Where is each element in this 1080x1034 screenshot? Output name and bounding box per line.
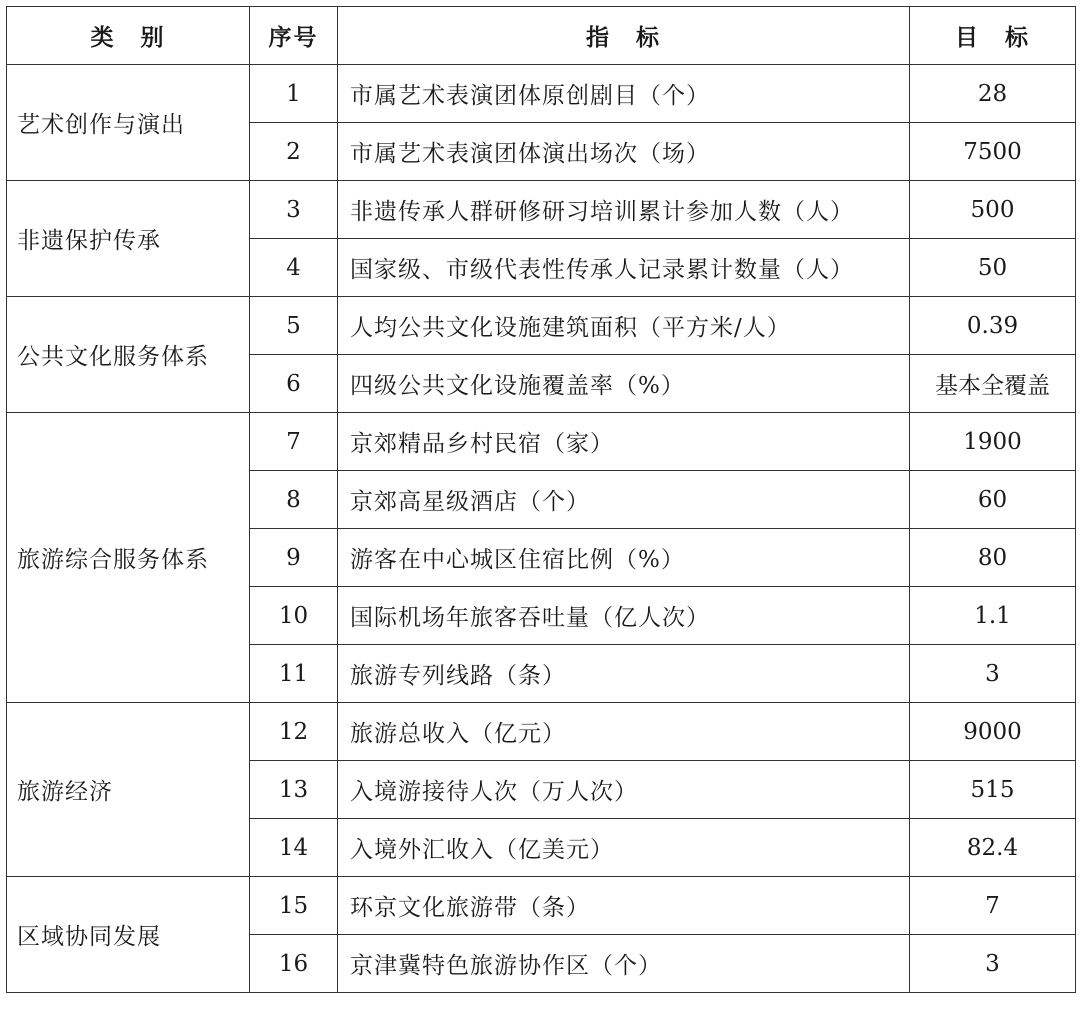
number-cell: 6 <box>250 355 338 413</box>
indicator-cell: 京郊精品乡村民宿（家） <box>338 413 910 471</box>
number-cell: 4 <box>250 239 338 297</box>
number-cell: 13 <box>250 761 338 819</box>
target-cell: 0.39 <box>910 297 1076 355</box>
number-cell: 2 <box>250 123 338 181</box>
indicator-cell: 京津冀特色旅游协作区（个） <box>338 935 910 993</box>
category-cell: 公共文化服务体系 <box>7 297 250 413</box>
indicator-cell: 入境外汇收入（亿美元） <box>338 819 910 877</box>
header-category: 类 别 <box>7 7 250 65</box>
indicator-cell: 入境游接待人次（万人次） <box>338 761 910 819</box>
target-cell: 28 <box>910 65 1076 123</box>
header-indicator: 指 标 <box>338 7 910 65</box>
category-cell: 旅游经济 <box>7 703 250 877</box>
target-cell: 82.4 <box>910 819 1076 877</box>
target-cell: 60 <box>910 471 1076 529</box>
number-cell: 1 <box>250 65 338 123</box>
indicator-cell: 国家级、市级代表性传承人记录累计数量（人） <box>338 239 910 297</box>
target-cell: 80 <box>910 529 1076 587</box>
indicator-cell: 旅游专列线路（条） <box>338 645 910 703</box>
target-cell: 7500 <box>910 123 1076 181</box>
number-cell: 12 <box>250 703 338 761</box>
number-cell: 10 <box>250 587 338 645</box>
number-cell: 15 <box>250 877 338 935</box>
number-cell: 5 <box>250 297 338 355</box>
target-cell: 基本全覆盖 <box>910 355 1076 413</box>
category-cell: 旅游综合服务体系 <box>7 413 250 703</box>
number-cell: 7 <box>250 413 338 471</box>
category-cell: 区域协同发展 <box>7 877 250 993</box>
table-row <box>7 181 1076 239</box>
header-number: 序号 <box>250 7 338 65</box>
target-cell: 515 <box>910 761 1076 819</box>
indicator-cell: 人均公共文化设施建筑面积（平方米/人） <box>338 297 910 355</box>
target-cell: 1900 <box>910 413 1076 471</box>
number-cell: 14 <box>250 819 338 877</box>
category-cell: 非遗保护传承 <box>7 181 250 297</box>
indicator-cell: 市属艺术表演团体原创剧目（个） <box>338 65 910 123</box>
indicators-table <box>6 6 1076 993</box>
table-row <box>7 877 1076 935</box>
header-target: 目 标 <box>910 7 1076 65</box>
indicator-cell: 非遗传承人群研修研习培训累计参加人数（人） <box>338 181 910 239</box>
table-row <box>7 703 1076 761</box>
number-cell: 11 <box>250 645 338 703</box>
table-body <box>7 65 1076 993</box>
table-row <box>7 297 1076 355</box>
header-row <box>7 7 1076 65</box>
number-cell: 8 <box>250 471 338 529</box>
target-cell: 3 <box>910 645 1076 703</box>
number-cell: 16 <box>250 935 338 993</box>
target-cell: 500 <box>910 181 1076 239</box>
category-cell: 艺术创作与演出 <box>7 65 250 181</box>
target-cell: 1.1 <box>910 587 1076 645</box>
table-row <box>7 413 1076 471</box>
indicator-cell: 四级公共文化设施覆盖率（%） <box>338 355 910 413</box>
indicator-cell: 游客在中心城区住宿比例（%） <box>338 529 910 587</box>
target-cell: 50 <box>910 239 1076 297</box>
indicator-cell: 环京文化旅游带（条） <box>338 877 910 935</box>
indicator-cell: 旅游总收入（亿元） <box>338 703 910 761</box>
indicator-cell: 京郊高星级酒店（个） <box>338 471 910 529</box>
target-cell: 3 <box>910 935 1076 993</box>
indicator-cell: 市属艺术表演团体演出场次（场） <box>338 123 910 181</box>
target-cell: 7 <box>910 877 1076 935</box>
indicator-cell: 国际机场年旅客吞吐量（亿人次） <box>338 587 910 645</box>
number-cell: 9 <box>250 529 338 587</box>
target-cell: 9000 <box>910 703 1076 761</box>
number-cell: 3 <box>250 181 338 239</box>
table-row <box>7 65 1076 123</box>
